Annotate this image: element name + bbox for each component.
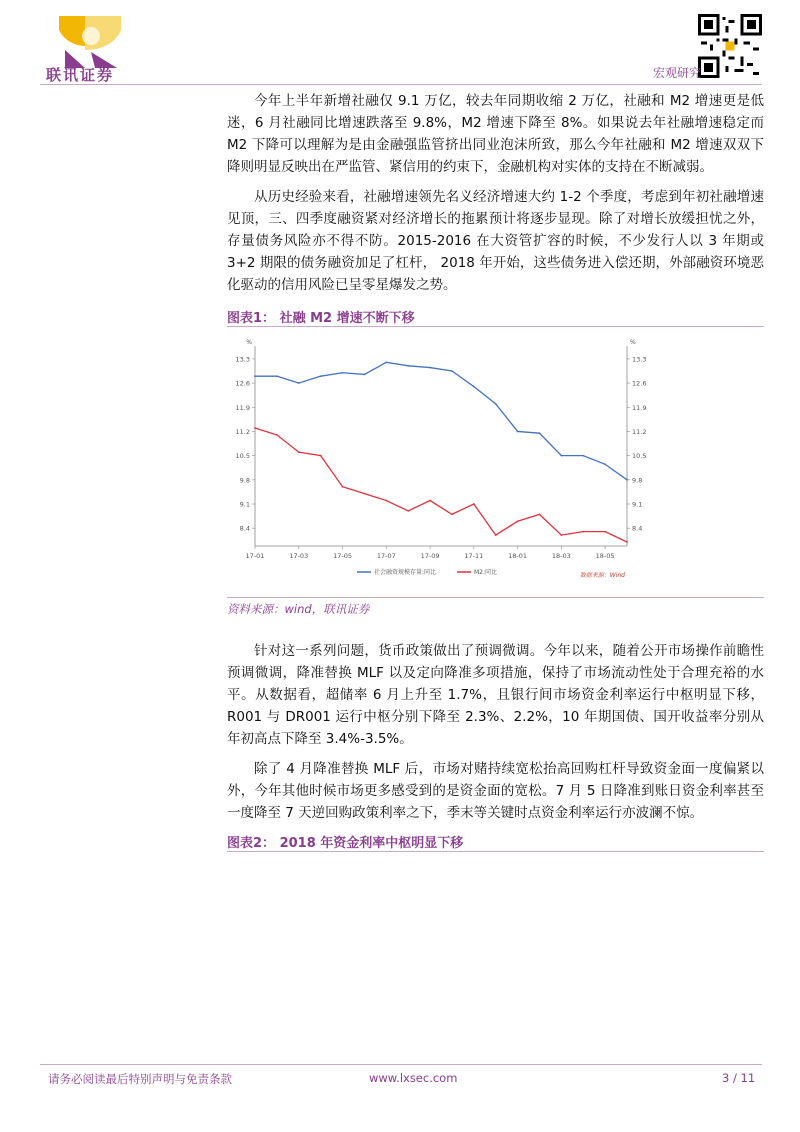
paragraph-4: 除了 4 月降准替换 MLF 后，市场对赌持续宽松抬高回购杠杆导致资金面一度偏紧以外，今年其他时候市场更多感受到的是资金面的宽松。7 月 5 日降准到账日资金利率甚至一度降至 7 天逆回购政策利率之下，季末等关键时点资金利率运行亦波澜不惊。 [227,761,764,821]
company-logo [55,12,125,70]
series-2-point [385,500,387,502]
series-2-point [539,513,541,515]
y-tick-label-left: 13.3 [235,355,250,364]
series-2-point [604,531,606,533]
y-tick-label-left: 10.5 [235,452,250,461]
chart-canvas [227,330,764,597]
series-1-point [320,375,322,377]
series-1-point [429,367,431,369]
series-1-point [342,372,344,374]
x-tick-label: 17-03 [289,552,309,560]
y-tick-label-right: 9.8 [632,476,643,485]
y-unit-left: % [246,339,252,346]
chart-figure-1 [227,330,764,597]
series-2-point [473,503,475,505]
series-2-point [495,534,497,536]
x-tick-label: 17-07 [376,552,396,560]
series-1-point [495,403,497,405]
figure-2-title: 图表2： 2018 年资金利率中枢明显下移 [227,836,464,851]
series-1-point [451,370,453,372]
series-2-point [517,520,519,522]
y-tick-label-right: 9.1 [632,500,643,509]
y-tick-label-left: 8.4 [239,524,250,533]
series-2-point [298,451,300,453]
series-1-point [517,431,519,433]
logo-text: 联讯证券 [46,66,115,84]
header-divider [40,84,762,85]
footer-disclaimer: 请务必阅读最后特别声明与免责条款 [48,1072,232,1086]
y-unit-right: % [630,339,636,346]
y-tick-label-left: 11.9 [235,403,250,412]
paragraph-2: 从历史经验来看，社融增速领先名义经济增速大约 1-2 个季度，考虑到年初社融增速见顶，三、四季度融资紧对经济增长的拖累预计将逐步显现。除了对增长放缓担忧之外，存量债务风险亦不得不防。2015-2016 在大资管扩容的时候，不少发行人以 3 年期或 3+2 期限的债务融资加足了杠杆， 2018 年开始，这些债务进入偿还期，外部融资环境恶化驱动的信用风险已呈零星爆发之势。 [227,189,764,293]
series-2-point [451,513,453,515]
x-tick-label: 18-01 [508,552,528,560]
series-1-point [385,361,387,363]
y-tick-label-right: 10.5 [632,452,647,461]
series-2-point [560,534,562,536]
series-line-2 [255,428,627,542]
series-1-point [407,365,409,367]
series-1-point [298,382,300,384]
series-1-point [626,479,628,481]
footer-page-number: 3 / 11 [722,1071,756,1085]
series-2-point [582,531,584,533]
series-2-point [342,486,344,488]
series-2-point [254,427,256,429]
y-tick-label-left: 9.1 [239,500,250,509]
x-tick-label: 17-05 [333,552,352,560]
chart-source-note: 数据来源：Wind [579,572,625,579]
x-tick-label: 18-05 [595,552,615,560]
figure-1-source: 资料来源：wind，联讯证券 [227,602,370,616]
y-tick-label-right: 13.3 [632,355,647,364]
footer-divider [40,1064,762,1065]
series-line-1 [255,362,627,479]
series-2-point [407,510,409,512]
series-1-point [364,374,366,376]
series-2-point [364,493,366,495]
series-1-point [473,386,475,388]
y-tick-label-left: 12.6 [235,379,250,388]
series-1-point [539,432,541,434]
series-1-point [276,375,278,377]
series-2-point [320,455,322,457]
y-tick-label-left: 11.2 [235,427,250,436]
y-tick-label-left: 9.8 [239,476,250,485]
series-2-point [429,500,431,502]
y-tick-label-right: 12.6 [632,379,647,388]
paragraph-3: 针对这一系列问题，货币政策做出了预调微调。今年以来，随着公开市场操作前瞻性预调微调，降准替换 MLF 以及定向降准多项措施，保持了市场流动性处于合理充裕的水平。从数据看，超储率 6 月上升至 1.7%，且银行间市场资金利率运行中枢明显下移，R001 与 DR001 运行中枢分别下降至 2.3%、2.2%，10 年期国债、国开收益率分别从年初高点下降至 3.4%-3.5%。 [227,643,764,747]
footer-website[interactable]: www.lxsec.com [369,1071,458,1085]
x-tick-label: 17-09 [420,552,440,560]
figure-1-bottom-rule [227,597,764,598]
paragraph-1: 今年上半年新增社融仅 9.1 万亿，较去年同期收缩 2 万亿，社融和 M2 增速更是低迷，6 月社融同比增速跌落至 9.8%，M2 增速下降至 8%。如果说去年社融增速稳定而 M2 下降可以理解为是由金融强监管挤出同业泡沫所致，那么今年社融和 M2 增速双双下降则明显反映出在严监管、紧信用的约束下，金融机构对实体的支持在不断减弱。 [227,93,764,175]
series-2-point [276,434,278,436]
series-1-point [604,463,606,465]
report-category: 宏观研究 [653,66,702,80]
x-tick-label: 17-01 [245,552,265,560]
legend-label-1: 社会融资规模存量:同比 [374,569,437,576]
y-tick-label-right: 11.9 [632,403,647,412]
series-2-point [626,541,628,543]
x-tick-label: 18-03 [551,552,571,560]
series-1-point [560,455,562,457]
figure-2-rule [227,851,764,852]
x-tick-label: 17-11 [464,552,484,560]
qr-code [698,14,762,78]
y-tick-label-right: 8.4 [632,524,643,533]
figure-1-rule [227,326,764,327]
y-tick-label-right: 11.2 [632,427,647,436]
figure-1-title: 图表1： 社融 M2 增速不断下移 [227,311,415,326]
legend-label-2: M2:同比 [474,569,498,576]
series-1-point [582,455,584,457]
series-1-point [254,375,256,377]
